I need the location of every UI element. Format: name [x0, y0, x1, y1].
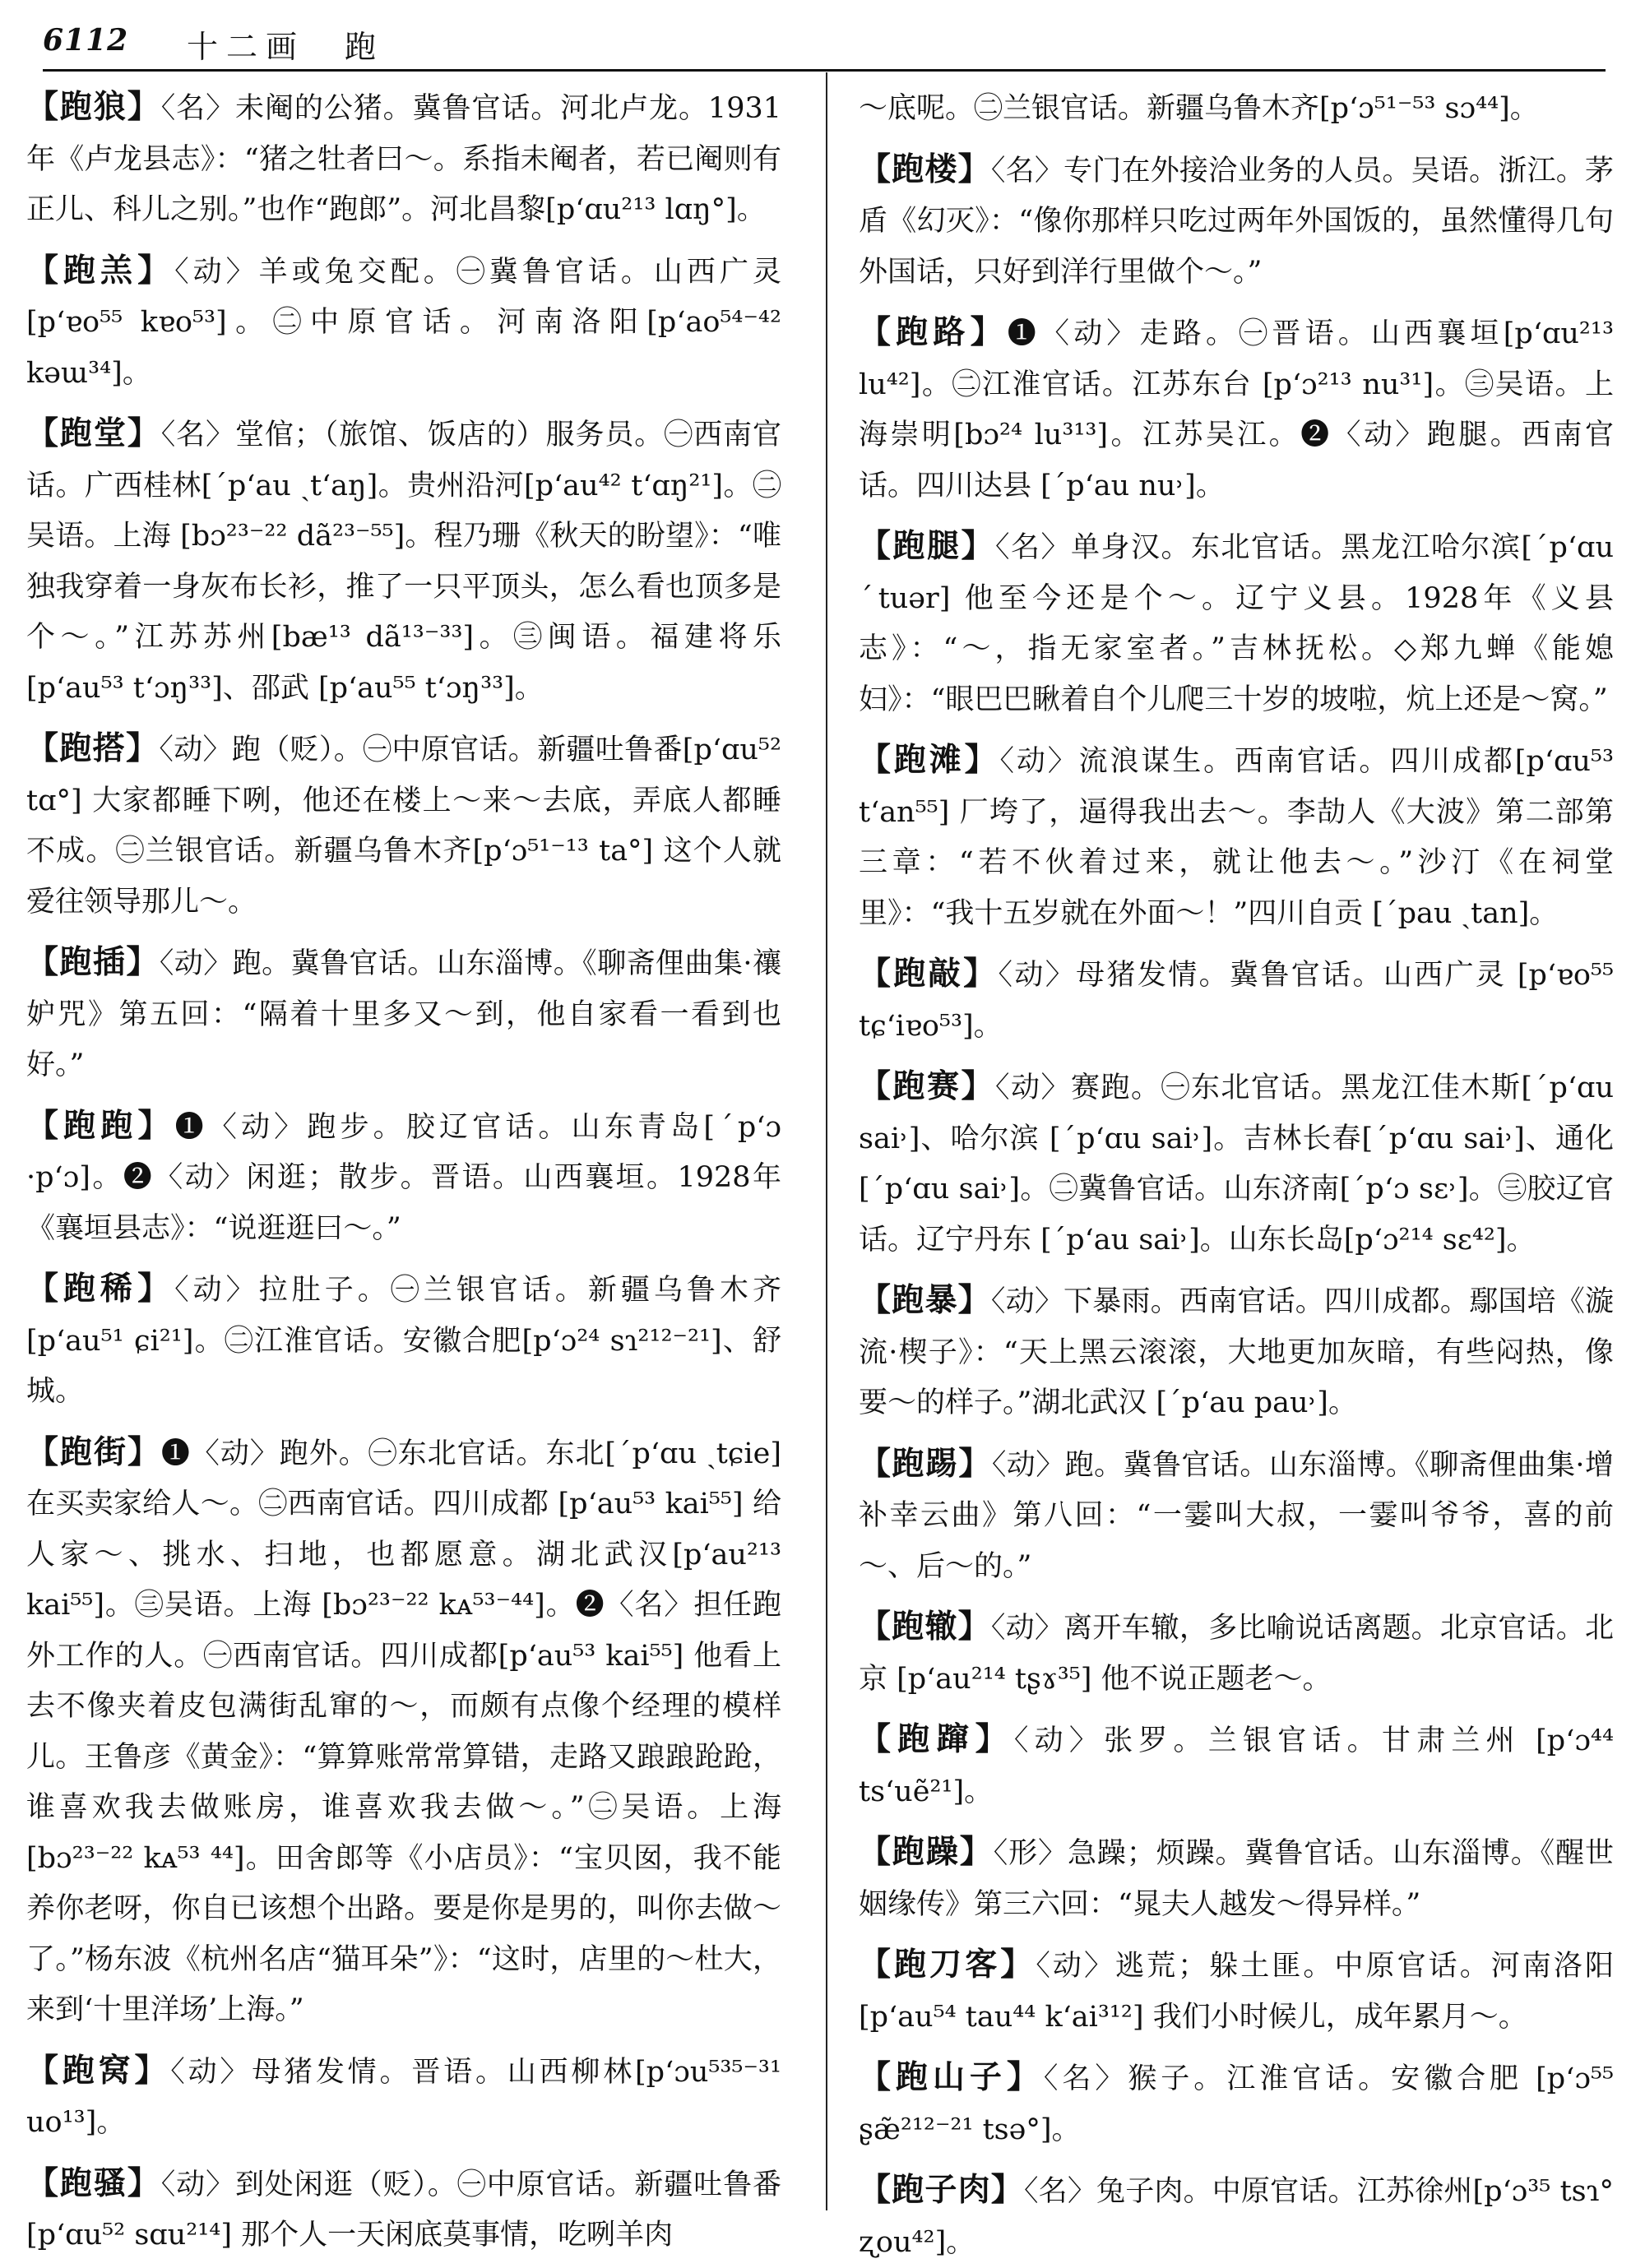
entry-headword: 【跑街】: [26, 1433, 161, 1471]
entry-headword: 【跑刀客】: [859, 1946, 1036, 1983]
dictionary-entry: [859, 308, 1614, 511]
entry-headword: 【跑滩】: [859, 741, 1000, 779]
dictionary-entry: [859, 1062, 1614, 1266]
page-number: 6112: [43, 23, 129, 58]
entry-definition: 〈动〉张罗。兰银官话。甘肃兰州 [p‘ɔ⁴⁴ ts‘uẽ²¹]。: [859, 1724, 1614, 1808]
entry-definition: 〈动〉离开车辙，多比喻说话离题。北京官话。北京 [p‘au²¹⁴ tʂɤ³⁵] 他不说正题老～。: [859, 1612, 1614, 1696]
dictionary-entry: [859, 82, 1614, 135]
entry-definition: 〈动〉母猪发情。冀鲁官话。山西广灵 [p‘ɐo⁵⁵ tɕ‘iɐo⁵³]。: [859, 959, 1614, 1043]
entry-headword: 【跑窝】: [26, 2051, 171, 2090]
dictionary-entry: [26, 82, 781, 236]
entry-headword: 【跑暴】: [859, 1281, 991, 1319]
dictionary-entry: [26, 2046, 781, 2149]
dictionary-entry: [859, 1602, 1614, 1705]
entry-headword: 【跑路】: [859, 313, 1008, 351]
entry-headword: 【跑蹿】: [859, 1720, 1014, 1758]
dictionary-entry: [859, 949, 1614, 1052]
entry-headword: 【跑羔】: [26, 251, 175, 289]
entry-definition: 〈动〉跑。冀鲁官话。山东淄博。《聊斋俚曲集·禳妒咒》第五回：“隔着十里多又～到，他自家看一看到也好。”: [26, 947, 781, 1081]
entry-headword: 【跑楼】: [859, 150, 991, 188]
entry-definition: ❶〈动〉跑步。胶辽官话。山东青岛[ˊp‘ɔ ·p‘ɔ]。❷〈动〉闲逛；散步。晋语。山西襄垣。1928年《襄垣县志》：“说逛逛曰～。”: [26, 1110, 781, 1245]
entry-headword: 【跑稀】: [26, 1270, 175, 1308]
entry-headword: 【跑躁】: [859, 1833, 994, 1871]
dictionary-entry: [859, 1827, 1614, 1930]
entry-definition: 〈动〉流浪谋生。西南官话。四川成都[p‘ɑu⁵³ t‘an⁵⁵] 厂垮了，逼得我出去～。李劼人《大波》第二部第三章：“若不伙着过来，就让他去～。”沙汀《在祠堂里》：“我十五岁就在外面～！”四川自贡 [ˊpau ˏtan]。: [859, 745, 1614, 930]
dictionary-entry: [26, 1428, 781, 2036]
entry-definition: 〈名〉单身汉。东北官话。黑龙江哈尔滨[ˊp‘ɑu ˊtuər] 他至今还是个～。辽宁义县。1928年《义县志》：“～，指无家室者。”吉林抚松。◇郑九蝉《能媳妇》：“眼巴巴瞅着自个儿爬三十岁的坡啦，炕上还是～窝。”: [859, 531, 1614, 716]
dictionary-entry: [859, 2053, 1614, 2155]
page-header: [43, 18, 1606, 72]
dictionary-entry: [859, 145, 1614, 299]
entry-headword: 【跑子肉】: [859, 2171, 1024, 2209]
dictionary-entry: [26, 2159, 781, 2261]
entry-definition: 〈名〉未阉的公猪。冀鲁官话。河北卢龙。1931年《卢龙县志》：“猪之牡者曰～。系指未阉者，若已阉则有正儿、科儿之别。”也作“跑郎”。河北昌黎[p‘ɑu²¹³ lɑŋ°]。: [26, 92, 781, 226]
left-column: [26, 82, 781, 2252]
entry-definition: 〈名〉兔子肉。中原官话。江苏徐州[p‘ɔ³⁵ tsɿ° ʐou⁴²]。: [859, 2175, 1614, 2259]
dictionary-entry: [26, 246, 781, 400]
entry-headword: 【跑赛】: [859, 1067, 995, 1105]
entry-definition: 〈动〉跑（贬）。㊀中原官话。新疆吐鲁番[p‘ɑu⁵² tɑ°] 大家都睡下咧，他还在楼上～来～去底，弄底人都睡不成。㊁兰银官话。新疆乌鲁木齐[p‘ɔ⁵¹⁻¹³ ta°] 这个人就爱往领导那儿～。: [26, 734, 781, 919]
entry-headword: 【跑搭】: [26, 729, 160, 767]
entry-definition: ～底呢。㊁兰银官话。新疆乌鲁木齐[p‘ɔ⁵¹⁻⁵³ sɔ⁴⁴]。: [859, 92, 1539, 125]
dictionary-entry: [26, 1101, 781, 1255]
dictionary-entry: [859, 1715, 1614, 1817]
entry-definition: 〈动〉母猪发情。晋语。山西柳林[p‘ɔu⁵³⁵⁻³¹ uo¹³]。: [26, 2055, 781, 2139]
entry-definition: 〈动〉跑。冀鲁官话。山东淄博。《聊斋俚曲集·增补幸云曲》第八回：“一霎叫大叔，一霎叫爷爷，喜的前～、后～的。”: [859, 1448, 1614, 1583]
entry-definition: 〈名〉专门在外接洽业务的人员。吴语。浙江。茅盾《幻灭》：“像你那样只吃过两年外国饭的，虽然懂得几句外国话，只好到洋行里做个～。”: [859, 154, 1614, 289]
dictionary-entry: [26, 937, 781, 1091]
entry-definition: ❶〈动〉跑外。㊀东北官话。东北[ˊp‘ɑu ˏtɕie] 在买卖家给人～。㊁西南官话。四川成都 [p‘au⁵³ kai⁵⁵] 给人家～、挑水、扫地，也都愿意。湖北武汉[p‘au²¹³ kai⁵⁵]。㊂吴语。上海 [bɔ²³⁻²² kᴀ⁵³⁻⁴⁴]。❷〈名〉担任跑外工作的人。㊀西南官话。四川成都[p‘au⁵³ kai⁵⁵] 他看上去不像夹着皮包满街乱窜的～，而颇有点像个经理的模样儿。王鲁彦《黄金》：“算算账常常算错，走路又踉踉跄跄，谁喜欢我去做账房，谁喜欢我去做～。”㊁吴语。上海 [bɔ²³⁻²² kᴀ⁵³ ⁴⁴]。田舍郎等《小店员》：“宝贝囡，我不能养你老呀，你自已该想个出路。要是你是男的，叫你去做～了。”杨东波《杭州名店“猫耳朵”》：“这时，店里的～杜大，来到‘十里洋场’上海。”: [26, 1437, 781, 2026]
right-column: [859, 82, 1614, 2259]
dictionary-entry: [859, 2165, 1614, 2268]
entry-definition: 〈动〉拉肚子。㊀兰银官话。新疆乌鲁木齐[p‘au⁵¹ ɕi²¹]。㊁江淮官话。安徽合肥[p‘ɔ²⁴ sɿ²¹²⁻²¹]、舒城。: [26, 1274, 781, 1408]
entry-definition: 〈名〉堂倌；（旅馆、饭店的）服务员。㊀西南官话。广西桂林[ˊp‘au ˏt‘aŋ]。贵州沿河[p‘au⁴² t‘ɑŋ²¹]。㊁吴语。上海 [bɔ²³⁻²² dã²³⁻⁵⁵]。程乃珊《秋天的盼望》：“唯独我穿着一身灰布长衫，推了一只平顶头，怎么看也顶多是个～。”江苏苏州[bæ¹³ dã¹³⁻³³]。㊂闽语。福建将乐 [p‘au⁵³ t‘ɔŋ³³]、邵武 [p‘au⁵⁵ t‘ɔŋ³³]。: [26, 419, 781, 705]
entry-definition: 〈动〉逃荒；躲土匪。中原官话。河南洛阳[p‘au⁵⁴ tau⁴⁴ k‘ai³¹²] 我们小时候儿，成年累月～。: [859, 1950, 1614, 2034]
section-title: 十二画 跑: [187, 29, 385, 65]
dictionary-entry: [859, 1275, 1614, 1429]
entry-headword: 【跑插】: [26, 943, 160, 981]
dictionary-entry: [859, 735, 1614, 939]
dictionary-entry: [859, 521, 1614, 725]
entry-definition: 〈动〉到处闲逛（贬）。㊀中原官话。新疆吐鲁番[p‘ɑu⁵² sɑu²¹⁴] 那个人一天闲底莫事情，吃咧羊肉: [26, 2168, 781, 2252]
dictionary-entry: [26, 409, 781, 714]
entry-headword: 【跑堂】: [26, 414, 161, 452]
entry-headword: 【跑跑】: [26, 1106, 175, 1145]
dictionary-entry: [859, 1940, 1614, 2043]
entry-definition: 〈动〉赛跑。㊀东北官话。黑龙江佳木斯[ˊp‘ɑu sai˒]、哈尔滨 [ˊp‘ɑu sai˒]。吉林长春[ˊp‘ɑu sai˒]、通化[ˊp‘ɑu sai˒]。㊁冀鲁官话。山东济南[ˊp‘ɔ sɛ˒]。㊂胶辽官话。辽宁丹东 [ˊp‘au sai˒]。山东长岛[p‘ɔ²¹⁴ sɛ⁴²]。: [859, 1072, 1614, 1257]
entry-headword: 【跑狼】: [26, 88, 161, 126]
entry-headword: 【跑敲】: [859, 955, 999, 993]
entry-definition: 〈名〉猴子。江淮官话。安徽合肥 [p‘ɔ⁵⁵ ʂæ̃²¹²⁻²¹ tsə°]。: [859, 2062, 1614, 2146]
dictionary-entry: [26, 1264, 781, 1418]
entry-headword: 【跑山子】: [859, 2058, 1044, 2096]
entry-definition: 〈动〉下暴雨。西南官话。四川成都。鄢国培《漩流·楔子》：“天上黑云滚滚，大地更加灰暗，有些闷热，像要～的样子。”湖北武汉 [ˊp‘au pau˒]。: [859, 1285, 1614, 1419]
entry-headword: 【跑骚】: [26, 2164, 161, 2202]
column-divider: [826, 72, 827, 2210]
entry-definition: ❶〈动〉走路。㊀晋语。山西襄垣[p‘ɑu²¹³ lu⁴²]。㊁江淮官话。江苏东台 [p‘ɔ²¹³ nu³¹]。㊂吴语。上海崇明[bɔ²⁴ lu³¹³]。江苏吴江。❷〈动〉跑腿。西南官话。四川达县 [ˊp‘au nu˒]。: [859, 317, 1614, 502]
entry-definition: 〈动〉羊或兔交配。㊀冀鲁官话。山西广灵[p‘ɐo⁵⁵ kɐo⁵³]。㊁中原官话。河南洛阳[p‘ao⁵⁴⁻⁴² kəɯ³⁴]。: [26, 255, 781, 390]
dictionary-entry: [26, 724, 781, 928]
entry-headword: 【跑辙】: [859, 1608, 991, 1645]
entry-headword: 【跑踢】: [859, 1444, 992, 1483]
entry-definition: 〈形〉急躁；烦躁。冀鲁官话。山东淄博。《醒世姻缘传》第三六回：“晁夫人越发～得异样。”: [859, 1837, 1614, 1921]
entry-headword: 【跑腿】: [859, 527, 995, 565]
dictionary-entry: [859, 1439, 1614, 1593]
